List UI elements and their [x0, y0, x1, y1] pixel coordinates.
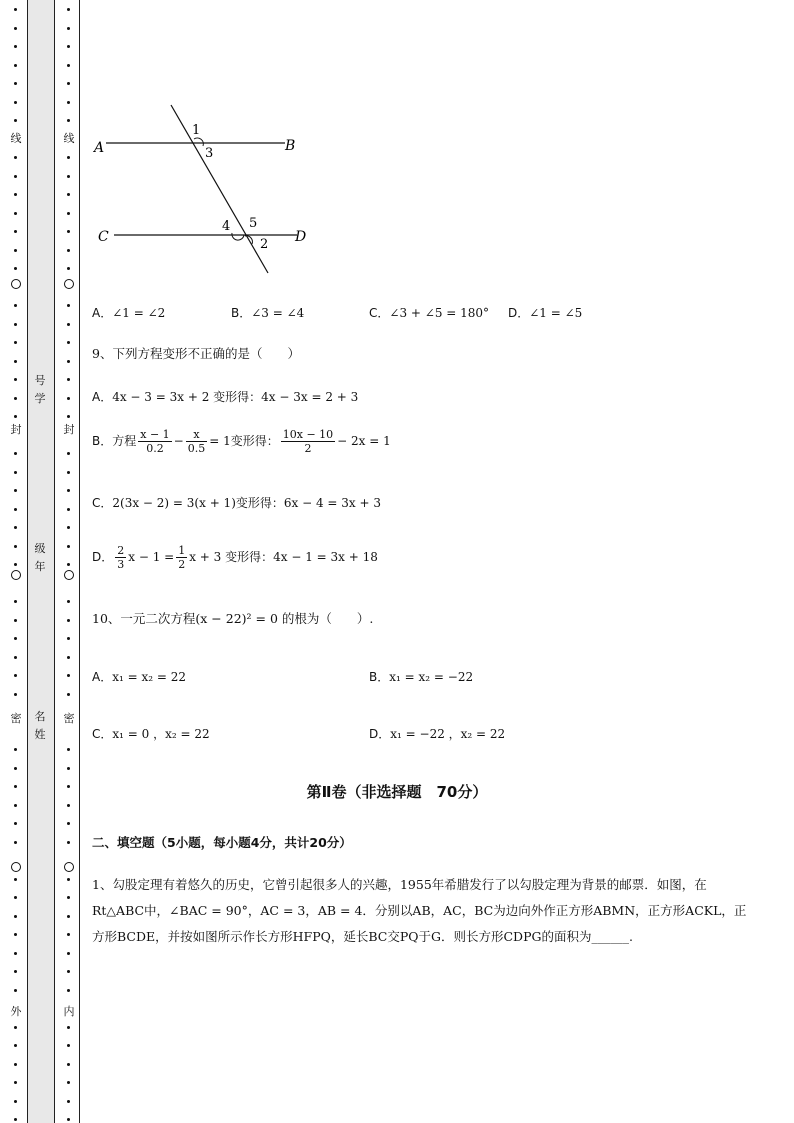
fraction	[186, 428, 208, 455]
option-text: = 1变形得：	[209, 434, 279, 448]
seal-dot	[67, 1100, 70, 1103]
seal-circle-icon	[11, 862, 21, 872]
seal-dot	[14, 989, 17, 992]
denominator: 2	[304, 442, 312, 455]
seal-char: 线	[63, 132, 75, 145]
seal-dot	[14, 360, 17, 363]
seal-dot	[67, 397, 70, 400]
seal-dot	[67, 748, 70, 751]
angle-1-arc	[194, 138, 203, 146]
q10-option-c	[92, 725, 210, 743]
seal-dot	[14, 1026, 17, 1029]
minus-sign: −	[173, 434, 184, 448]
q10-option-d	[369, 725, 505, 743]
transversal-line	[171, 105, 268, 273]
seal-dot	[67, 175, 70, 178]
seal-dot	[14, 397, 17, 400]
seal-dot	[67, 693, 70, 696]
numerator: x − 1	[140, 428, 170, 441]
q10-stem: 10、一元二次方程(x − 22)² = 0 的根为（ ）.	[92, 611, 374, 626]
option-text: ∠3 + ∠5 = 180°	[389, 306, 490, 320]
seal-dot	[67, 45, 70, 48]
seal-circle-icon	[64, 862, 74, 872]
seal-dot	[67, 970, 70, 973]
seal-dot	[14, 378, 17, 381]
q9-option-b	[92, 428, 391, 455]
fraction	[115, 544, 126, 571]
option-text: x − 1 =	[128, 550, 175, 564]
seal-circle-icon	[11, 279, 21, 289]
angle-label-3: 3	[205, 146, 214, 161]
numerator: 2	[117, 544, 125, 557]
seal-dot	[14, 249, 17, 252]
seal-dot	[14, 101, 17, 104]
seal-dot	[14, 8, 17, 11]
option-text: 2(3x − 2) = 3(x + 1)变形得：6x − 4 = 3x + 3	[112, 496, 382, 510]
seal-dot	[67, 637, 70, 640]
seal-dot	[67, 841, 70, 844]
seal-dot	[67, 415, 70, 418]
seal-dot	[67, 878, 70, 881]
q8-option-c	[369, 304, 489, 322]
seal-dot	[14, 508, 17, 511]
seal-dot	[67, 619, 70, 622]
seal-dot	[67, 526, 70, 529]
seal-dot	[67, 360, 70, 363]
seal-dot	[14, 1118, 17, 1121]
seal-dot	[67, 8, 70, 11]
option-text: x + 3 变形得：4x − 1 = 3x + 18	[189, 550, 378, 564]
seal-dot	[14, 804, 17, 807]
seal-dot	[14, 175, 17, 178]
seal-dot	[14, 545, 17, 548]
seal-dot	[67, 896, 70, 899]
option-label: B．	[231, 306, 252, 320]
fill-in-question-1: 1、勾股定理有着悠久的历史，它曾引起很多人的兴趣，1955年希腊发行了以勾股定理为背景的邮票．如图，在Rt△ABC中，∠BAC = 90°，AC = 3，AB = 4．分别以AB，AC，BC为边向外作正方形ABMN，正方形ACKL，正方形BCDE，并按如图所示作长方形HFPQ，延长BC交PQ于G．则长方形CDPG的面积为______.	[92, 877, 747, 944]
inner-seal-line	[63, 0, 75, 1123]
fraction	[176, 544, 187, 571]
outer-seal-line	[10, 0, 22, 1123]
seal-dot	[14, 230, 17, 233]
label-c: C	[98, 229, 109, 245]
seal-dot	[14, 619, 17, 622]
denominator: 0.2	[146, 442, 164, 455]
seal-char: 内	[63, 1005, 75, 1018]
seal-dot	[14, 82, 17, 85]
seal-dot	[14, 1100, 17, 1103]
seal-dot	[14, 1063, 17, 1066]
denominator: 2	[178, 558, 186, 571]
seal-dot	[14, 341, 17, 344]
seal-dot	[14, 674, 17, 677]
part-ii-title: 第Ⅱ卷（非选择题 70分）	[306, 783, 488, 801]
option-text: 4x − 3 = 3x + 2 变形得：4x − 3x = 2 + 3	[112, 390, 359, 404]
section-fill-in-title: 二、填空题（5小题，每小题4分，共计20分）	[92, 835, 352, 850]
q10-option-b	[369, 668, 473, 686]
option-label: D．	[508, 306, 530, 320]
field-grade: 级年	[34, 542, 46, 573]
q9-option-d	[92, 544, 378, 571]
option-text: ∠3 = ∠4	[251, 306, 305, 320]
seal-dot	[14, 415, 17, 418]
seal-dot	[14, 822, 17, 825]
seal-dot	[14, 896, 17, 899]
seal-dot	[67, 267, 70, 270]
label-a: A	[94, 140, 105, 156]
seal-char: 外	[10, 1005, 22, 1018]
parallel-lines-figure	[92, 98, 322, 280]
seal-dot	[14, 637, 17, 640]
seal-char: 线	[10, 132, 22, 145]
margin-rule	[79, 0, 80, 1123]
seal-dot	[14, 489, 17, 492]
option-label: C．	[369, 306, 390, 320]
seal-dot	[67, 804, 70, 807]
option-text: x₁ = x₂ = −22	[389, 670, 474, 684]
option-label: A．	[92, 390, 113, 404]
angle-label-1: 1	[192, 123, 201, 138]
seal-dot	[67, 1081, 70, 1084]
seal-dot	[14, 600, 17, 603]
numerator: x	[186, 428, 208, 442]
seal-dot	[14, 748, 17, 751]
seal-dot	[67, 1063, 70, 1066]
seal-dot	[67, 323, 70, 326]
seal-dot	[67, 563, 70, 566]
seal-dot	[67, 193, 70, 196]
fraction	[281, 428, 335, 455]
option-label: B．	[92, 434, 113, 448]
option-text: x₁ = x₂ = 22	[112, 670, 187, 684]
seal-dot	[67, 119, 70, 122]
seal-circle-icon	[11, 570, 21, 580]
option-text: − 2x = 1	[337, 434, 391, 448]
seal-dot	[14, 933, 17, 936]
seal-dot	[67, 212, 70, 215]
seal-dot	[67, 989, 70, 992]
seal-dot	[67, 1026, 70, 1029]
seal-dot	[14, 1081, 17, 1084]
option-text: x₁ = 0 ，x₂ = 22	[112, 727, 210, 741]
seal-dot	[14, 64, 17, 67]
seal-dot	[14, 156, 17, 159]
denominator: 0.5	[187, 442, 206, 455]
q9-stem: 9、下列方程变形不正确的是（ ）	[92, 346, 300, 361]
seal-dot	[14, 452, 17, 455]
numerator: 1	[178, 544, 186, 557]
seal-dot	[14, 878, 17, 881]
angle-label-2: 2	[260, 237, 269, 252]
seal-dot	[14, 915, 17, 918]
seal-dot	[14, 323, 17, 326]
q10-option-a	[92, 668, 186, 686]
seal-dot	[14, 767, 17, 770]
option-label: A．	[92, 670, 113, 684]
seal-dot	[67, 600, 70, 603]
seal-dot	[67, 915, 70, 918]
seal-dot	[14, 841, 17, 844]
seal-dot	[14, 212, 17, 215]
seal-dot	[67, 82, 70, 85]
angle-4-arc	[232, 233, 244, 240]
seal-dot	[67, 767, 70, 770]
seal-dot	[67, 27, 70, 30]
option-text: 方程	[112, 434, 137, 448]
option-label: A．	[92, 306, 113, 320]
seal-char: 密	[63, 712, 75, 725]
field-name: 名姓	[34, 710, 46, 741]
angle-label-5: 5	[249, 216, 258, 231]
seal-dot	[14, 27, 17, 30]
q8-option-d	[508, 304, 582, 322]
seal-dot	[14, 526, 17, 529]
option-label: D．	[369, 727, 391, 741]
option-text: ∠1 = ∠2	[112, 306, 166, 320]
binding-margin	[0, 0, 82, 1123]
seal-dot	[67, 101, 70, 104]
option-label: D．	[92, 550, 114, 564]
seal-dot	[14, 656, 17, 659]
seal-circle-icon	[64, 279, 74, 289]
q9-option-c	[92, 494, 381, 512]
seal-dot	[67, 304, 70, 307]
seal-char: 密	[10, 712, 22, 725]
label-d: D	[295, 229, 307, 245]
seal-dot	[14, 563, 17, 566]
seal-dot	[67, 508, 70, 511]
field-student-id: 号学	[34, 374, 46, 405]
seal-dot	[67, 249, 70, 252]
option-label: B．	[369, 670, 390, 684]
option-label: C．	[92, 727, 113, 741]
seal-dot	[67, 230, 70, 233]
seal-dot	[14, 1044, 17, 1047]
seal-dot	[67, 674, 70, 677]
seal-dot	[67, 822, 70, 825]
seal-dot	[67, 545, 70, 548]
seal-dot	[67, 656, 70, 659]
fraction	[138, 428, 171, 455]
seal-dot	[67, 489, 70, 492]
seal-dot	[14, 119, 17, 122]
seal-dot	[67, 452, 70, 455]
seal-dot	[67, 1118, 70, 1121]
seal-dot	[14, 193, 17, 196]
seal-dot	[67, 64, 70, 67]
label-b: B	[285, 138, 296, 154]
seal-dot	[67, 952, 70, 955]
option-text: x₁ = −22 ，x₂ = 22	[390, 727, 506, 741]
q8-option-a	[92, 304, 165, 322]
seal-dot	[14, 693, 17, 696]
numerator: 10x − 10	[282, 428, 334, 441]
seal-dot	[67, 156, 70, 159]
angle-label-4: 4	[222, 219, 231, 234]
seal-dot	[67, 1044, 70, 1047]
seal-dot	[14, 471, 17, 474]
option-text: ∠1 = ∠5	[529, 306, 583, 320]
seal-dot	[67, 471, 70, 474]
seal-char: 封	[10, 423, 22, 436]
seal-dot	[14, 952, 17, 955]
seal-circle-icon	[64, 570, 74, 580]
seal-dot	[14, 45, 17, 48]
seal-char: 封	[63, 423, 75, 436]
seal-dot	[14, 267, 17, 270]
seal-dot	[67, 341, 70, 344]
option-label: C．	[92, 496, 113, 510]
seal-dot	[14, 304, 17, 307]
q8-option-b	[231, 304, 304, 322]
seal-dot	[14, 970, 17, 973]
q9-option-a	[92, 388, 358, 406]
denominator: 3	[117, 558, 125, 571]
seal-dot	[67, 378, 70, 381]
seal-dot	[67, 933, 70, 936]
